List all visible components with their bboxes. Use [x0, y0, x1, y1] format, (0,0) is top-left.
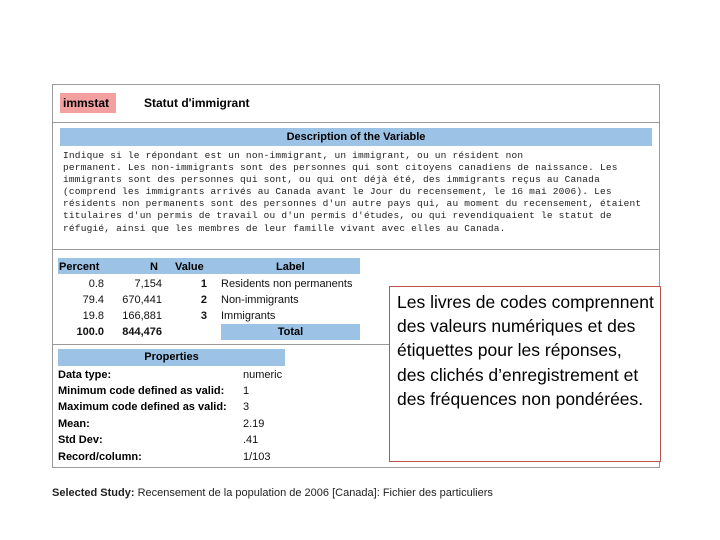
total-percent: 100.0: [76, 326, 104, 338]
property-value: numeric: [243, 369, 283, 381]
cell-percent: 0.8: [88, 278, 104, 290]
description-line: Indique si le répondant est un non-immigrant, un immigrant, ou un résident non: [63, 150, 524, 161]
col-header-value: Value: [175, 261, 204, 273]
variable-description: [63, 150, 655, 235]
cell-value: 2: [200, 294, 207, 306]
total-label: Total: [221, 324, 360, 340]
cell-value: 1: [200, 278, 207, 290]
cell-n: 166,881: [122, 310, 162, 322]
variable-code: immstat: [60, 93, 116, 113]
property-value: 1/103: [243, 451, 271, 463]
cell-percent: 79.4: [82, 294, 104, 306]
property-label: Data type:: [58, 369, 112, 381]
frequency-header-band: [58, 258, 360, 274]
cell-n: 7,154: [134, 278, 162, 290]
variable-title: Statut d'immigrant: [144, 96, 250, 110]
cell-percent: 19.8: [82, 310, 104, 322]
property-label: Maximum code defined as valid:: [58, 401, 227, 413]
description-line: permanent. Les non-immigrants sont des personnes qui sont citoyens canadiens de naissance. Les: [63, 162, 618, 174]
description-line: résidents non permanents sont des personnes d'un autre pays qui, au moment du recensement, étaient: [63, 198, 642, 210]
selected-study-label: Selected Study:: [52, 487, 135, 499]
cell-label: Non-immigrants: [221, 294, 299, 306]
divider: [52, 249, 660, 250]
selected-study: [52, 486, 493, 500]
property-value: .41: [243, 434, 259, 446]
description-line: réfugié, ainsi que les membres de leur famille vivant avec elles au Canada.: [63, 222, 506, 234]
callout-box: Les livres de codes comprennent des valeurs numériques et des étiquettes pour les réponses, des clichés d’enregistrement et des fréquences non pondérées.: [389, 286, 661, 462]
col-header-label: Label: [276, 261, 305, 273]
divider: [52, 122, 660, 123]
property-label: Minimum code defined as valid:: [58, 385, 225, 397]
description-line: immigrants sont des personnes qui sont, ou qui ont déjà été, des immigrants reçus au Canada: [63, 174, 600, 186]
property-value: 1: [243, 385, 250, 397]
total-n: 844,476: [122, 326, 162, 338]
property-value: 2.19: [243, 418, 265, 430]
property-label: Record/column:: [58, 451, 142, 463]
description-line: (comprend les immigrants arrivés au Canada avant le Jour du recensement, le 16 mai 2006). Les: [63, 186, 612, 198]
property-label: Std Dev:: [58, 434, 103, 446]
col-header-n: N: [150, 261, 158, 273]
property-value: 3: [243, 401, 250, 413]
description-heading: Description of the Variable: [60, 128, 652, 146]
col-header-percent: Percent: [59, 261, 100, 273]
cell-label: Residents non permanents: [221, 278, 353, 290]
properties-heading: Properties: [58, 349, 285, 366]
description-line: titulaires d'un permis de travail ou d'un permis d'études, ou qui revendiquaient le statut de: [63, 210, 612, 222]
selected-study-value: Recensement de la population de 2006 [Canada]: Fichier des particuliers: [137, 487, 493, 499]
cell-label: Immigrants: [221, 310, 276, 322]
cell-value: 3: [200, 310, 207, 322]
cell-n: 670,441: [122, 294, 162, 306]
property-label: Mean:: [58, 418, 90, 430]
